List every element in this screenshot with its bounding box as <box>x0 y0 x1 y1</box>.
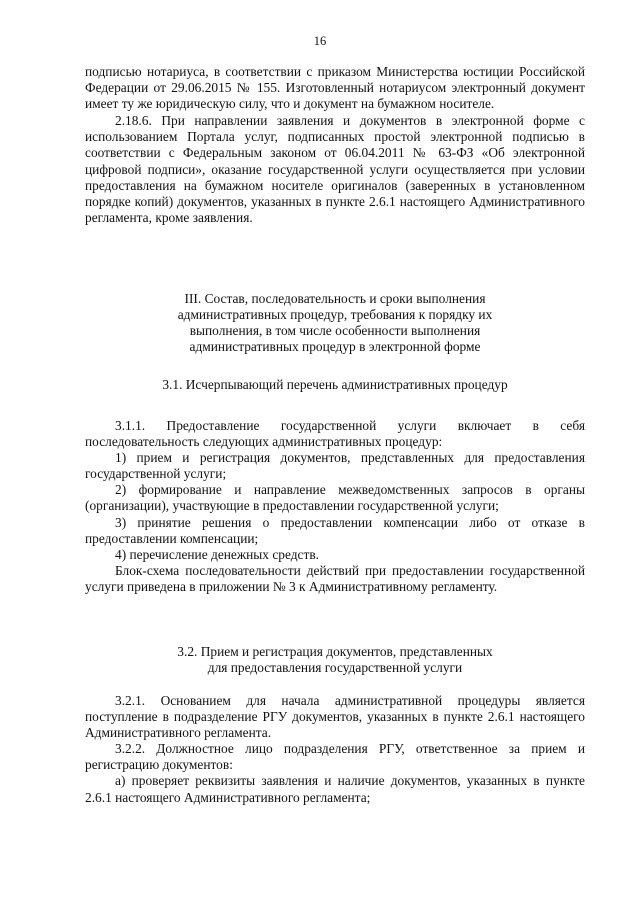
subsection-3-1-body <box>85 418 585 595</box>
list-item-2: 2) формирование и направление межведомственных запросов в органы (организации), участвующие в предоставлении государственной услуги; <box>85 482 585 514</box>
subsection-3-2-body <box>85 693 585 806</box>
subsection-3-2-title-line: для предоставления государственной услуги <box>207 660 463 676</box>
section-3-title-line: административных процедур, требования к порядку их <box>177 307 493 323</box>
paragraph-3-2-2: 3.2.2. Должностное лицо подразделения РГУ, ответственное за прием и регистрацию документов: <box>85 741 585 773</box>
section-3-title-line: выполнения, в том числе особенности выполнения <box>189 323 481 339</box>
list-item-4: 4) перечисление денежных средств. <box>115 546 320 562</box>
paragraph-block-scheme: Блок-схема последовательности действий при предоставлении государственной услуги приведена в приложении № 3 к Административному регламенту. <box>85 562 585 594</box>
page-number: 16 <box>313 34 327 48</box>
subsection-3-1-title: 3.1. Исчерпывающий перечень административных процедур <box>162 377 508 392</box>
section-3-title-line: административных процедур в электронной форме <box>189 339 481 355</box>
paragraph-notary: подписью нотариуса, в соответствии с приказом Министерства юстиции Российской Федерации от 29.06.2015 № 155. Изготовленный нотариусом электронный документ имеет ту же юридическую силу, что и документ на бумажном носителе. <box>85 64 585 112</box>
paragraph-3-2-1: 3.2.1. Основанием для начала административной процедуры является поступление в подразделение РГУ документов, указанных в пункте 2.6.1 настоящего Административного регламента. <box>85 693 585 741</box>
list-item-3: 3) принятие решения о предоставлении компенсации либо от отказе в предоставлении компенсации; <box>85 514 585 546</box>
list-item-a: а) проверяет реквизиты заявления и наличие документов, указанных в пункте 2.6.1 настоящего Административного регламента; <box>85 773 585 805</box>
paragraph-2-18-6: 2.18.6. При направлении заявления и документов в электронной форме с использованием Портала услуг, подписанных простой электронной подписью в соответствии с Федеральным законом от 06.04.2011 № 63-ФЗ «Об электронной цифровой подписи», оказание государственной услуги осуществляется при условии предоставления на бумажном носителе оригиналов (заверенных в установленном порядке копий) документов, указанных в пункте 2.6.1 настоящего Административного регламента, кроме заявления. <box>85 113 585 225</box>
section-3-title <box>85 291 585 355</box>
top-text-block <box>85 64 585 226</box>
subsection-3-2-title <box>85 644 585 676</box>
subsection-3-2-title-line: 3.2. Прием и регистрация документов, представленных <box>177 644 493 659</box>
list-item-1: 1) прием и регистрация документов, представленных для предоставления государственной услуги; <box>85 450 585 482</box>
paragraph-3-1-1: 3.1.1. Предоставление государственной услуги включает в себя последовательность следующих административных процедур: <box>85 418 585 450</box>
section-3-title-line: III. Состав, последовательность и сроки выполнения <box>184 291 486 306</box>
